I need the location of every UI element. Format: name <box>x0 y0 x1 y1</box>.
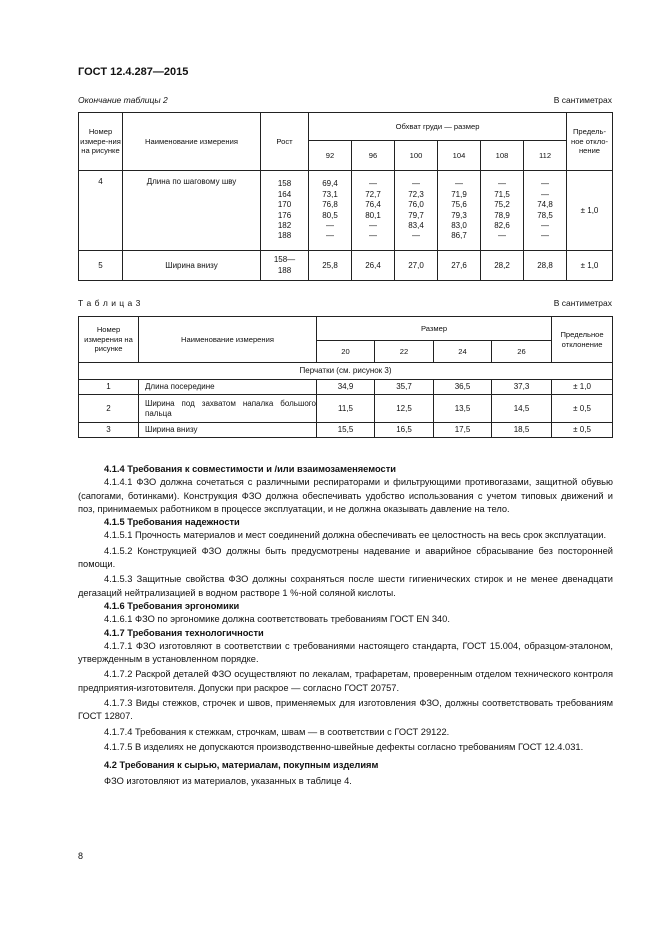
row-value: 27,6 <box>438 251 481 281</box>
table2-size: 104 <box>438 141 481 171</box>
paragraph: 4.1.7.1 ФЗО изготовляют в соответствии с требованиями настоящего стандарта, ГОСТ 15.004, образцом-эталоном, утвержденным в установленном порядке. <box>78 640 613 665</box>
row-value: 35,7 <box>375 380 434 395</box>
section-heading: 4.1.4 Требования к совместимости и /или взаимозаменяемости <box>104 464 396 474</box>
paragraph: 4.1.7.3 Виды стежков, строчек и швов, применяемых для изготовления ФЗО, должны соответствовать требованиям ГОСТ 12807. <box>78 698 613 722</box>
row-value: — 71,9 75,6 79,3 83,0 86,7 <box>438 171 481 251</box>
row-num: 4 <box>79 171 123 251</box>
table-row <box>79 171 613 251</box>
row-value: 37,3 <box>492 380 552 395</box>
row-value: 26,4 <box>352 251 395 281</box>
row-value: 13,5 <box>434 395 492 423</box>
row-value: — — 74,8 78,5 — — <box>524 171 567 251</box>
table3-size: 20 <box>317 341 375 363</box>
paragraph: 4.1.4.1 ФЗО должна сочетаться с различными респираторами и фильтрующими противогазами, защитной обувью (сапогами, ботинками). Конструкция ФЗО должна обеспечивать удобство использования с учетом типовых движений и поз, принимаемых работником в процессе эксплуатации, и не должна оказывать давление на тело. <box>78 477 613 514</box>
row-value: 34,9 <box>317 380 375 395</box>
paragraph: ФЗО изготовляют из материалов, указанных в таблице 4. <box>104 775 352 786</box>
table2-size: 92 <box>309 141 352 171</box>
row-num: 1 <box>79 380 139 395</box>
table3-head-size-group: Размер <box>317 317 552 341</box>
table3-head-name: Наименование измерения <box>139 317 317 363</box>
table2-head-chest-group: Обхват груди — размер <box>309 113 567 141</box>
table3-caption: Т а б л и ц а 3 <box>78 298 141 308</box>
row-tolerance: ± 0,5 <box>552 423 613 438</box>
section-heading: 4.2 Требования к сырью, материалам, покупным изделиям <box>104 760 379 771</box>
table2-size: 96 <box>352 141 395 171</box>
row-name: Ширина под захватом напалка большого пальца <box>139 395 317 423</box>
row-tolerance: ± 0,5 <box>552 395 613 423</box>
row-value: 16,5 <box>375 423 434 438</box>
row-value: 27,0 <box>395 251 438 281</box>
row-value: 12,5 <box>375 395 434 423</box>
table2-units: В сантиметрах <box>553 95 612 105</box>
section-heading: 4.1.7 Требования технологичности <box>104 627 264 638</box>
table-2 <box>78 112 613 281</box>
row-value: 28,2 <box>481 251 524 281</box>
body-text <box>78 463 613 788</box>
table3-size: 22 <box>375 341 434 363</box>
row-num: 2 <box>79 395 139 423</box>
row-value: 17,5 <box>434 423 492 438</box>
row-name: Длина посередине <box>139 380 317 395</box>
row-value: — 72,7 76,4 80,1 — — <box>352 171 395 251</box>
table3-head-num: Номер измерения на рисунке <box>79 317 139 363</box>
section-heading: 4.1.5 Требования надежности <box>104 517 240 528</box>
paragraph: 4.1.6.1 ФЗО по эргономике должна соответствовать требованиям ГОСТ EN 340. <box>104 614 450 625</box>
table2-head-name: Наименование измерения <box>123 113 261 171</box>
table3-size: 26 <box>492 341 552 363</box>
paragraph: 4.1.7.4 Требования к стежкам, строчкам, швам — в соответствии с ГОСТ 29122. <box>104 726 450 737</box>
row-value: 15,5 <box>317 423 375 438</box>
table2-caption: Окончание таблицы 2 <box>78 95 168 105</box>
row-value: 69,4 73,1 76,8 80,5 — — <box>309 171 352 251</box>
standard-header: ГОСТ 12.4.287—2015 <box>78 66 189 78</box>
row-num: 5 <box>79 251 123 281</box>
row-value: 14,5 <box>492 395 552 423</box>
row-height: 158— 188 <box>261 251 309 281</box>
table-3 <box>78 316 613 438</box>
table-row <box>79 395 613 423</box>
table2-head-tolerance: Предель-ное откло-нение <box>567 113 613 171</box>
row-name: Длина по шаговому шву <box>123 171 261 251</box>
table3-section-row <box>79 363 613 380</box>
row-value: 36,5 <box>434 380 492 395</box>
row-num: 3 <box>79 423 139 438</box>
row-tolerance: ± 1,0 <box>567 251 613 281</box>
table3-units: В сантиметрах <box>553 298 612 308</box>
row-tolerance: ± 1,0 <box>567 171 613 251</box>
row-value: 11,5 <box>317 395 375 423</box>
row-name: Ширина внизу <box>139 423 317 438</box>
table-row <box>79 380 613 395</box>
table3-header-row <box>79 317 613 341</box>
table-row <box>79 251 613 281</box>
row-name: Ширина внизу <box>123 251 261 281</box>
table3-section: Перчатки (см. рисунок 3) <box>79 363 613 380</box>
table2-head-num: Номер измере-ния на рисунке <box>79 113 123 171</box>
row-height: 158 164 170 176 182 188 <box>261 171 309 251</box>
section-heading: 4.1.6 Требования эргономики <box>104 600 240 611</box>
table2-size: 108 <box>481 141 524 171</box>
table2-head-height: Рост <box>261 113 309 171</box>
row-value: 25,8 <box>309 251 352 281</box>
page-number: 8 <box>78 851 84 861</box>
row-value: — 71,5 75,2 78,9 82,6 — <box>481 171 524 251</box>
paragraph: 4.1.5.1 Прочность материалов и мест соединений должна обеспечивать ее целостность на весь срок эксплуатации. <box>104 530 607 541</box>
table2-header-row <box>79 113 613 141</box>
paragraph: 4.1.7.2 Раскрой деталей ФЗО осуществляют по лекалам, трафаретам, проверенным отделом технического контроля предприятия-изготовителя. Допуски при раскрое — согласно ГОСТ 20757. <box>78 669 613 693</box>
table3-size: 24 <box>434 341 492 363</box>
row-tolerance: ± 1,0 <box>552 380 613 395</box>
table2-size: 100 <box>395 141 438 171</box>
row-value: 28,8 <box>524 251 567 281</box>
paragraph: 4.1.7.5 В изделиях не допускаются производственно-швейные дефекты согласно требованиям ГОСТ 12.4.031. <box>104 741 584 752</box>
paragraph: 4.1.5.2 Конструкцией ФЗО должны быть предусмотрены надевание и аварийное сбрасывание без посторонней помощи. <box>78 545 613 570</box>
table3-head-tolerance: Предельное отклонение <box>552 317 613 363</box>
table2-size: 112 <box>524 141 567 171</box>
paragraph: 4.1.5.3 Защитные свойства ФЗО должны сохраняться после шести гигиенических стирок и не менее двенадцати дегазаций нейтрализацией в водном растворе 1 %-ной соляной кислоты. <box>78 574 613 598</box>
table-row <box>79 423 613 438</box>
row-value: 18,5 <box>492 423 552 438</box>
row-value: — 72,3 76,0 79,7 83,4 — <box>395 171 438 251</box>
